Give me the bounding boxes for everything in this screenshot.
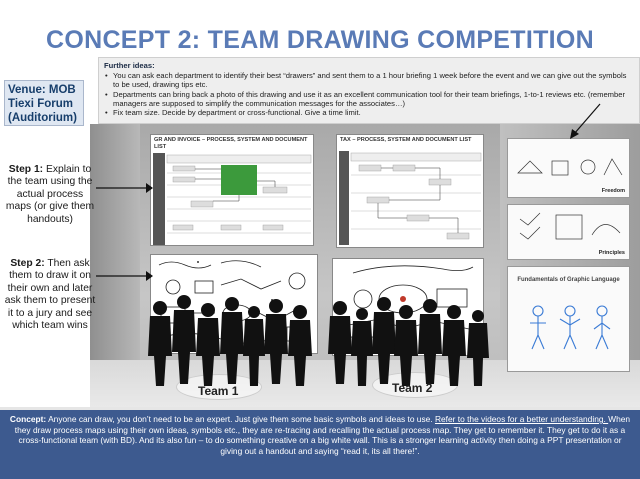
gr-invoice-board [150, 134, 314, 246]
tax-board [336, 134, 484, 248]
team1-label: Team 1 [198, 384, 239, 398]
fundamentals-title: Fundamentals of Graphic Language [517, 277, 620, 283]
sketch-examples [508, 139, 630, 189]
idea-item: • You can ask each department to identify their best “drawers” and sent them to a 1 hour briefing 1 week before the event and we can give out the symbols to be used, drawing tips etc. [104, 71, 634, 89]
venue-line: Venue: MOB [8, 84, 76, 96]
team2-label: Team 2 [392, 381, 433, 395]
concept-label: Concept: [9, 414, 47, 424]
videos-link[interactable]: Refer to the videos for a better understanding. [434, 414, 609, 424]
step1-text [4, 164, 96, 226]
step2-label: Step 2: [10, 258, 45, 269]
further-ideas-list [104, 71, 634, 117]
venue-box [4, 80, 84, 126]
step2-text [4, 258, 96, 332]
further-ideas-box [98, 57, 640, 124]
concept-box [0, 407, 640, 479]
step2-body: Then ask them to draw it on their own and later ask them to present it to a jury and see which team wins [4, 258, 96, 332]
principles-panel [507, 204, 630, 260]
gr-invoice-board-title: GR AND INVOICE – PROCESS, SYSTEM AND DOCUMENT LIST [154, 137, 308, 150]
stick-figures [508, 295, 630, 365]
page-title: CONCEPT 2: TEAM DRAWING COMPETITION [46, 26, 594, 54]
step1-body: Explain to the team using the actual process maps (or give them handouts) [5, 164, 95, 225]
process-map-diagram [337, 149, 484, 248]
arrow-step2 [94, 266, 154, 286]
concept-text-1: Anyone can draw, you don’t need to be an expert. Just give them some basic symbols and ideas to use. [46, 414, 435, 424]
process-map-diagram [151, 151, 314, 246]
tax-board-title: TAX – PROCESS, SYSTEM AND DOCUMENT LIST [340, 137, 472, 143]
arrow-ideas [566, 102, 606, 142]
principles-label: Principles [598, 250, 625, 256]
sketch-examples [508, 205, 630, 251]
concept-text-2: When they draw process maps using their own ideas, symbols etc., they are re-tracing and recalling the actual process map. They get to remember it. They get to do it as a cross-functional team (with BD). And its also fun – to do something creative on a big white wall. This is a stronger learning activity then doing a PPT presentation or giving out a handout and saying “read it, its all there!”. [14, 414, 631, 456]
freedom-panel [507, 138, 630, 198]
venue-line: Tiexi Forum [8, 98, 73, 110]
further-ideas-heading: Further ideas: [104, 61, 155, 70]
fundamentals-panel [507, 266, 630, 372]
freedom-label: Freedom [601, 188, 625, 194]
step1-label: Step 1: [8, 164, 44, 175]
venue-line: (Auditorium) [8, 112, 77, 124]
idea-item: • Departments can bring back a photo of this drawing and use it as an excellent communication tool for their team briefings, 1-to-1 reviews etc. (remember managers are supposed to simplify the communication messages for the associates…) [104, 90, 634, 108]
people-silhouettes [140, 282, 500, 392]
arrow-step1 [94, 178, 154, 198]
idea-item: • Fix team size. Decide by department or cross-functional. Give a time limit. [104, 108, 634, 117]
